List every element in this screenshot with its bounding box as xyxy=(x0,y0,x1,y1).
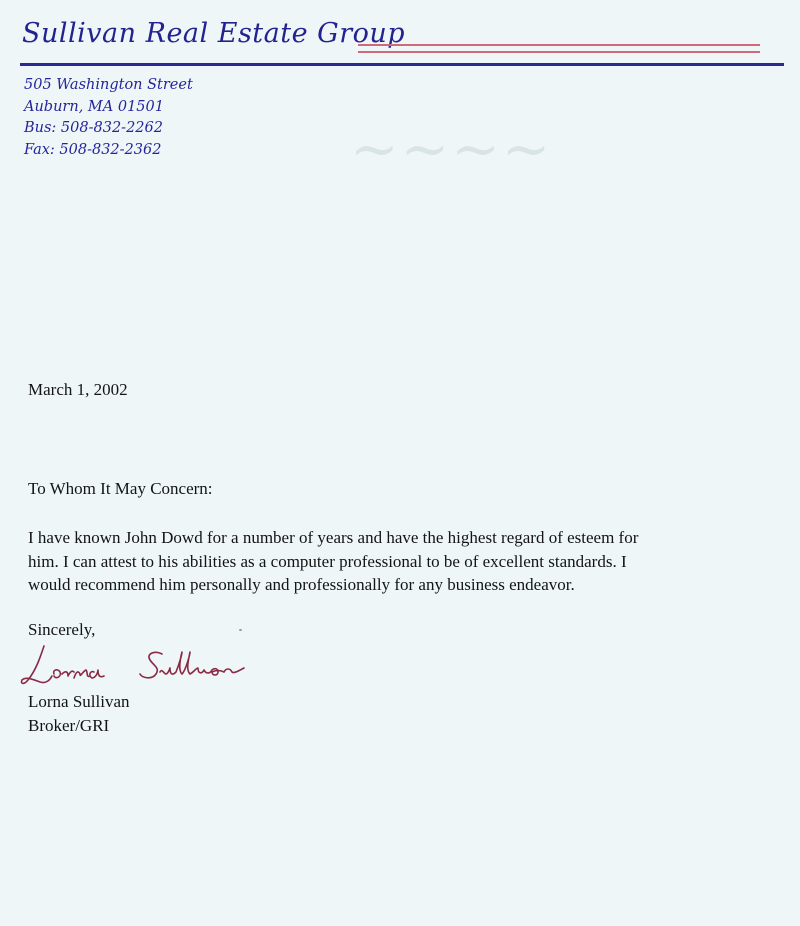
body-line: him. I can attest to his abilities as a computer professional to be of excellent standards. I xyxy=(28,551,627,571)
letterhead-blue-rule xyxy=(20,63,784,66)
paper-watermark: ~~~~ xyxy=(350,115,553,183)
closing: Sincerely, xyxy=(28,620,96,639)
paper-speck xyxy=(239,629,242,631)
address-fax: Fax: 508-832-2362 xyxy=(24,141,162,158)
letterhead-red-rule-bottom xyxy=(358,51,760,53)
body-line: would recommend him personally and professionally for any business endeavor. xyxy=(28,575,575,594)
signer-title: Broker/GRI xyxy=(28,716,110,735)
letter-date: March 1, 2002 xyxy=(28,380,128,399)
address-street: 505 Washington Street xyxy=(24,77,193,93)
company-address-block xyxy=(24,75,193,161)
company-name: Sullivan Real Estate Group xyxy=(22,18,406,49)
letter-body xyxy=(28,526,788,597)
handwritten-signature xyxy=(14,640,274,690)
signer-name: Lorna Sullivan xyxy=(28,692,130,711)
body-line: I have known John Dowd for a number of years and have the highest regard of esteem for xyxy=(28,528,639,547)
letterhead-red-rule-top xyxy=(358,44,760,46)
address-phone: Bus: 508-832-2262 xyxy=(24,120,163,136)
salutation: To Whom It May Concern: xyxy=(28,479,213,498)
address-city: Auburn, MA 01501 xyxy=(24,98,164,115)
